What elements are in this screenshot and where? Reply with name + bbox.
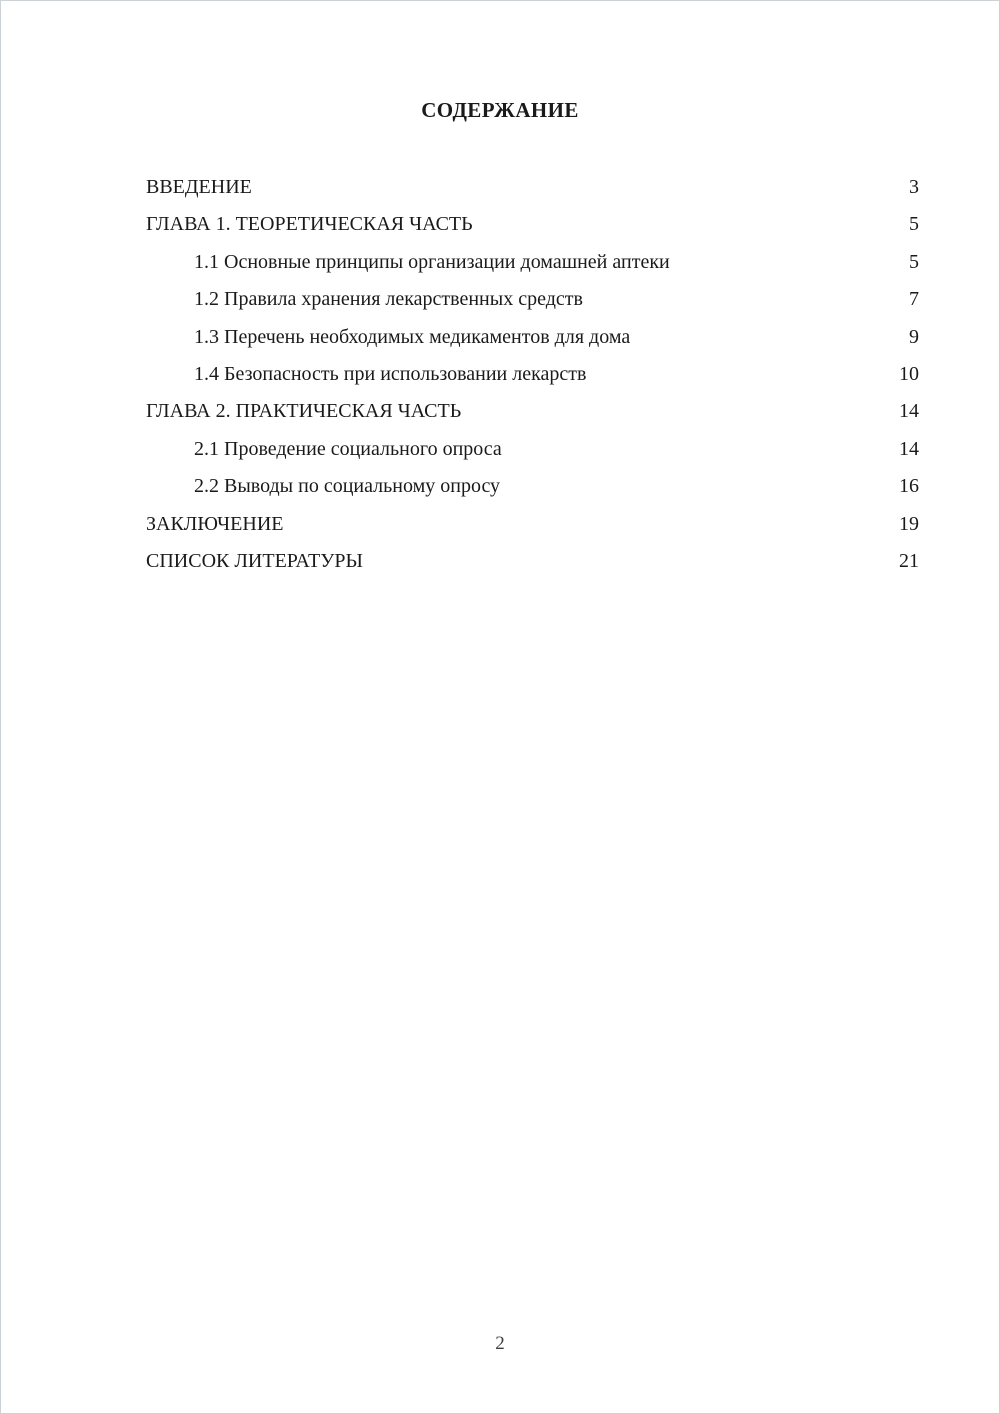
toc-entry-page: 5 (909, 250, 919, 273)
toc-entry-page: 10 (899, 363, 919, 386)
toc-entry-1-4 (146, 356, 919, 393)
toc-entry-label: ГЛАВА 1. ТЕОРЕТИЧЕСКАЯ ЧАСТЬ (146, 213, 473, 236)
toc-entry-spisok-literatury (146, 543, 919, 580)
toc-entry-label: 1.1 Основные принципы организации домашней аптеки (194, 250, 670, 273)
toc-entry-label: 2.2 Выводы по социальному опросу (194, 475, 501, 498)
toc-entry-page: 9 (909, 325, 919, 348)
table-of-contents (146, 169, 919, 580)
toc-entry-label: ВВЕДЕНИЕ (146, 176, 252, 198)
toc-entry-label: 1.2 Правила хранения лекарственных средств (194, 288, 583, 311)
toc-entry-label: 1.4 Безопасность при использовании лекарств (194, 363, 587, 386)
toc-entry-page: 19 (899, 512, 919, 535)
toc-entry-glava-1 (146, 206, 919, 243)
toc-entry-page: 14 (899, 437, 919, 460)
toc-entry-label: ГЛАВА 2. ПРАКТИЧЕСКАЯ ЧАСТЬ (146, 400, 462, 423)
toc-entry-vvedenie (146, 169, 919, 206)
toc-entry-label: 2.1 Проведение социального опроса (194, 437, 502, 460)
toc-entry-1-3 (146, 319, 919, 356)
toc-entry-page: 16 (899, 475, 919, 498)
toc-entry-label: 1.3 Перечень необходимых медикаментов для дома (194, 325, 631, 348)
toc-entry-page: 21 (899, 550, 919, 573)
toc-entry-zakluchenie (146, 506, 919, 543)
toc-entry-page: 14 (899, 400, 919, 423)
toc-entry-1-2 (146, 281, 919, 318)
toc-entry-2-2 (146, 468, 919, 505)
toc-entry-glava-2 (146, 393, 919, 430)
page-number: 2 (495, 1333, 505, 1354)
toc-entry-page: 3 (909, 176, 919, 198)
toc-entry-label: ЗАКЛЮЧЕНИЕ (146, 512, 284, 535)
toc-entry-page: 7 (909, 288, 919, 311)
toc-entry-page: 5 (909, 213, 919, 236)
toc-entry-1-1 (146, 244, 919, 281)
toc-entry-2-1 (146, 431, 919, 468)
toc-entry-label: СПИСОК ЛИТЕРАТУРЫ (146, 550, 363, 573)
page-title: СОДЕРЖАНИЕ (421, 98, 579, 122)
